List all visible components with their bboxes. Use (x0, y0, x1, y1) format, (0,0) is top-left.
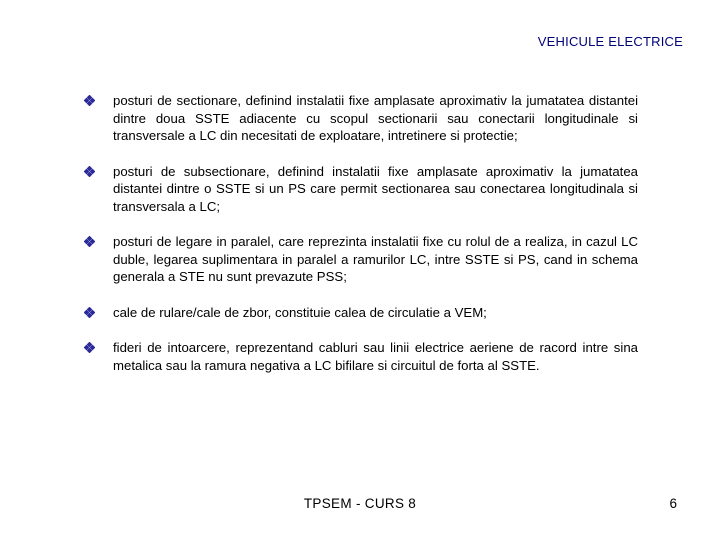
bullet-text: cale de rulare/cale de zbor, constituie calea de circulatie a VEM; (113, 304, 487, 320)
diamond-bullet-icon (84, 342, 95, 353)
bullet-item (84, 339, 638, 374)
diamond-bullet-icon (84, 236, 95, 247)
diamond-bullet-icon (84, 307, 95, 318)
bullet-item (84, 233, 638, 286)
footer-title: TPSEM - CURS 8 (303, 496, 417, 511)
slide-header-title: VEHICULE ELECTRICE (537, 34, 683, 49)
diamond-bullet-icon (84, 95, 95, 106)
bullet-text: fideri de intoarcere, reprezentand cabluri sau linii electrice aeriene de racord intre sina metalica sau la ramura negativa a LC bifilare si circuitul de forta al SSTE. (113, 340, 638, 373)
page-number: 6 (669, 496, 677, 511)
bullet-item (84, 163, 638, 216)
bullet-list (84, 92, 638, 392)
bullet-text: posturi de sectionare, definind instalatii fixe amplasate aproximativ la jumatatea distantei dintre doua SSTE adiacente cu scopul sectionarii sau conectarii longitudinale si transversale a LC din necesitati de exploatare, intretinere si protectie; (113, 93, 638, 143)
bullet-text: posturi de legare in paralel, care reprezinta instalatii fixe cu rolul de a realiza, in cazul LC duble, legarea suplimentara in paralel a ramurilor LC, intre SSTE si PS, cand in schema generala a STE nu sunt prevazute PSS; (113, 234, 638, 284)
bullet-item (84, 304, 638, 322)
bullet-item (84, 92, 638, 145)
diamond-bullet-icon (84, 166, 95, 177)
bullet-text: posturi de subsectionare, definind instalatii fixe amplasate aproximativ la jumatatea distantei dintre o SSTE si un PS care permit sectionarea sau conectarea longitudinala si transversala a LC; (113, 163, 638, 214)
